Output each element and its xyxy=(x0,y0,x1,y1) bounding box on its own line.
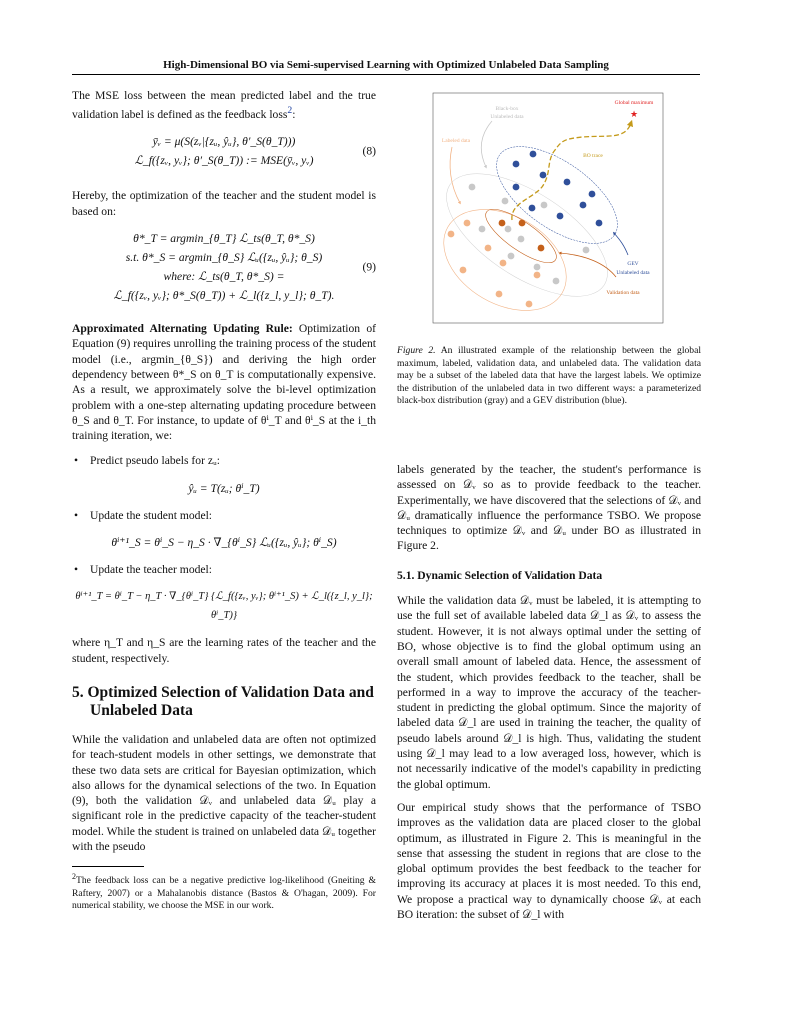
bullet-item: • Update the teacher model: xyxy=(72,562,376,577)
equation: ŷᵤ = T(zᵤ; θⁱ_T) xyxy=(188,481,260,495)
footnote-rule xyxy=(72,866,144,867)
validation-label: Validation data xyxy=(606,290,640,296)
equation-8 xyxy=(72,132,376,170)
caption-text: An illustrated example of the relationship between the global maximum, labeled, validation data, and unlabeled data. The validation data may be a subset of the labeled data that have the largest labels. We optimize the distribution of the unlabeled data in two different ways: a parameterized black-box distribution (gray) and a GEV distribution (blue). xyxy=(397,345,701,406)
caption-label: Figure 2. xyxy=(397,345,436,356)
paragraph-heading: Approximated Alternating Updating Rule: xyxy=(72,322,293,336)
paragraph: Our empirical study shows that the performance of TSBO improves as the validation data are placed closer to the global optimum, as illustrated in Figure 2. This is meaningful in the sense that assessing the student in regions that are close to the global optimum provides the best feedback to the teacher for improving its accuracy at places it is most needed. To this end, We propose a practical way to dynamically choose 𝒟ᵥ at each BO iteration: the subset of 𝒟_l with xyxy=(397,800,701,922)
figure-2-illustration xyxy=(420,85,700,335)
text: The MSE loss between the mean predicted label and the true validation label is defined as the feedback loss xyxy=(72,89,376,122)
bullet-item: • Predict pseudo labels for zᵤ: xyxy=(72,453,376,468)
equation-9 xyxy=(72,229,376,305)
labeled-label: Labeled data xyxy=(441,138,471,144)
equation-number: (9) xyxy=(362,260,376,274)
section-heading: 5. Optimized Selection of Validation Data and Unlabeled Data xyxy=(72,683,374,719)
global-max-label: Global maximum xyxy=(614,100,654,106)
gev-label: GEV xyxy=(627,261,639,267)
bo-trace-label: BO trace xyxy=(583,153,603,159)
paragraph xyxy=(72,321,376,443)
text: : xyxy=(292,108,296,122)
left-column xyxy=(72,88,376,913)
paragraph: where η_T and η_S are the learning rates of the teacher and the student, respectively. xyxy=(72,636,376,665)
equation-number: (8) xyxy=(362,144,376,158)
gev-label: Unlabeled data xyxy=(616,270,650,276)
footnote-number: 2 xyxy=(72,872,76,882)
equation: θⁱ⁺¹_T = θⁱ_T − η_T · ∇_{θⁱ_T} {ℒ_f({zᵥ, yᵥ}; θⁱ⁺¹_S) + ℒ_l({z_l, y_l}; θⁱ_T)} xyxy=(75,591,373,622)
equation-line: θ*_T = argmin_{θ_T} ℒ_ts(θ_T, θ*_S) xyxy=(133,232,315,246)
paragraph: While the validation and unlabeled data are often not optimized for teach-student models in other settings, we demonstrate that these two data sets are critical for Bayesian optimization, which also allows for the dynamical selections of the two. In Equation (9), both the validation 𝒟ᵥ and unlabeled data 𝒟ᵤ play a significant role in the predictive capacity of the teacher-student model. While the student is trained on unlabeled data 𝒟ᵤ together with the pseudo xyxy=(72,732,376,853)
paragraph: While the validation data 𝒟ᵥ must be labeled, it is attempting to use the full set of available labeled data 𝒟_l as 𝒟ᵥ to assess the student. However, it is not always optimal under the setting of BO, whose objective is to find the global optimum using an overall small amount of labeled data. Hence, the assessment of the student, which provides feedback to the teacher, shall be performed in a way to improve the accuracy of the teacher-student in predicting the global optimum. Since the majority of labeled data 𝒟_l are used in training the teacher, the quality of pseudo labels around 𝒟_l is high. Thus, validating the student using 𝒟_l may lead to a low averaged loss, however, which is not necessarily indicative of the model's capability in predicting the global optimum. xyxy=(397,594,701,791)
figure-caption xyxy=(397,345,701,408)
subsection-heading: 5.1. Dynamic Selection of Validation Data xyxy=(397,568,603,582)
equation-line: where: ℒ_ts(θ_T, θ*_S) = xyxy=(163,270,285,284)
paragraph: Hereby, the optimization of the teacher and the student model is based on: xyxy=(72,189,376,218)
star-icon: ★ xyxy=(629,109,639,119)
header-rule xyxy=(72,74,700,75)
text: Optimization of Equation (9) requires unrolling the training process of the student model (i.e., argmin_{θ_S}) and deriving the high order dependency between θ*_S on θ_T is computationally expensive. As a result, we approximately solve the bi-level optimization problem with a one-step alternating updating procedure between θ_S and θ_T. For instance, to update of θⁱ_T and θⁱ_S at the i_th training iteration, we: xyxy=(72,322,376,443)
running-header: High-Dimensional BO via Semi-supervised Learning with Optimized Unlabeled Data Sampling xyxy=(163,59,609,71)
footnote-text: The feedback loss can be a negative predictive log-likelihood (Gneiting & Raftery, 2007) or a Mahalanobis distance (Bastos & O'hagan, 2009). For numerical stability, we choose the MSE in our work. xyxy=(72,875,376,912)
equation-line: s.t. θ*_S = argmin_{θ_S} ℒᵤ({zᵤ, ŷᵤ}; θ_S) xyxy=(125,251,323,265)
footnote-ref[interactable]: 2 xyxy=(287,105,293,117)
bullet-item: • Update the student model: xyxy=(72,508,376,523)
figure-caption-block xyxy=(397,345,701,438)
blackbox-label: Black-box xyxy=(495,106,519,112)
footnote xyxy=(72,871,376,913)
paragraph: labels generated by the teacher, the student's performance is assessed on 𝒟ᵥ so as to provide feedback to the teacher. Experimentally, we have discovered that the selections of 𝒟ᵥ and 𝒟ᵤ dramatically influence the performance TSBO. We propose techniques to optimize 𝒟ᵥ and 𝒟ᵤ under BO as illustrated in Figure 2. xyxy=(397,463,701,553)
blackbox-label: Unlabeled data xyxy=(490,114,524,120)
paragraph xyxy=(72,88,376,122)
equation-line: ℒ_f({zᵥ, yᵥ}; θ*_S(θ_T)) + ℒ_l({z_l, y_l}; θ_T). xyxy=(113,289,335,303)
right-column xyxy=(397,462,701,930)
equation-line: ℒ_f({zᵥ, yᵥ}; θ′_S(θ_T)) := MSE(ȳᵥ, yᵥ) xyxy=(134,154,314,168)
equation: θⁱ⁺¹_S = θⁱ_S − η_S · ∇_{θⁱ_S} ℒᵤ({zᵤ, ŷᵤ}; θⁱ_S) xyxy=(111,536,337,550)
equation-line: ȳᵥ = μ(S(zᵥ|{zᵤ, ŷᵤ}, θ′_S(θ_T))) xyxy=(152,135,296,149)
